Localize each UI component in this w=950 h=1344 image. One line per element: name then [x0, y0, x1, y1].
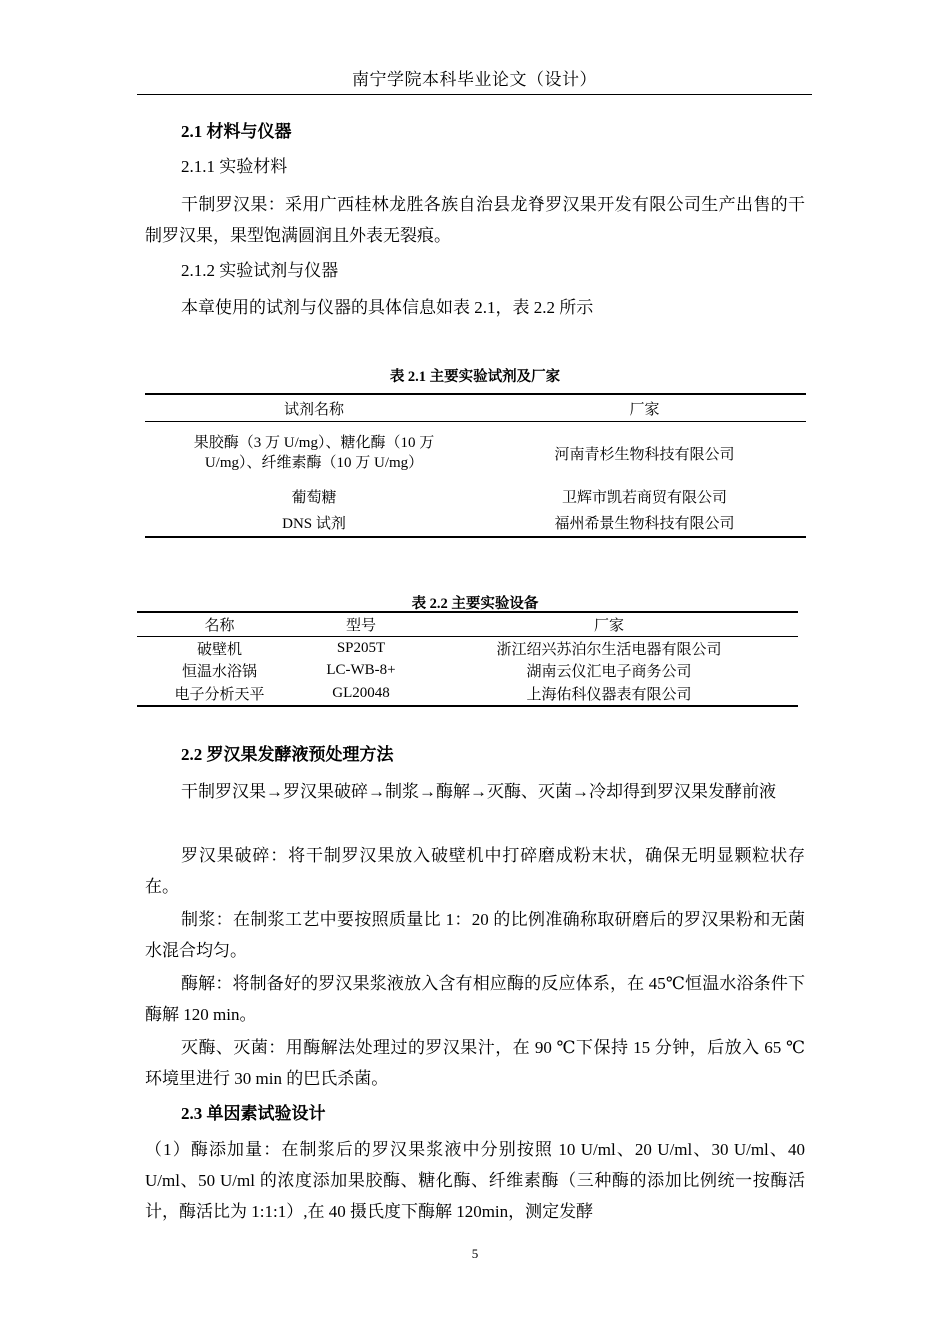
table-cell: LC-WB-8+	[326, 662, 396, 679]
section-2-2-heading: 2.2 罗汉果发酵液预处理方法	[181, 745, 394, 764]
section-2-1-1-heading: 2.1.1 实验材料	[181, 157, 288, 176]
table-2-header-name: 名称	[137, 612, 302, 637]
enzymolysis-paragraph: 酶解：将制备好的罗汉果浆液放入含有相应酶的反应体系，在 45℃恒温水浴条件下酶解 120 min。	[145, 974, 805, 1024]
section-2-1-2-heading: 2.1.2 实验试剂与仪器	[181, 261, 339, 280]
table-row	[137, 682, 798, 706]
table-cell: 果胶酶（3 万 U/mg）、糖化酶（10 万 U/mg）、纤维素酶（10 万 U/mg）	[193, 435, 435, 471]
table-1-header-name: 试剂名称	[145, 394, 483, 422]
pulping-paragraph: 制浆：在制浆工艺中要按照质量比 1：20 的比例准确称取研磨后的罗汉果粉和无菌水混合均匀。	[145, 910, 805, 960]
table-row	[137, 637, 798, 660]
material-paragraph: 干制罗汉果：采用广西桂林龙胜各族自治县龙脊罗汉果开发有限公司生产出售的干制罗汉果，果型饱满圆润且外表无裂痕。	[145, 195, 805, 245]
table-2-header-maker: 厂家	[420, 612, 798, 637]
table-cell: 破壁机	[196, 641, 242, 658]
table-cell: DNS 试剂	[282, 515, 346, 532]
table-cell: GL20048	[332, 684, 390, 701]
table-cell: 恒温水浴锅	[181, 664, 257, 681]
crushing-paragraph: 罗汉果破碎：将干制罗汉果放入破壁机中打碎磨成粉末状，确保无明显颗粒状存在。	[145, 846, 805, 896]
table-row	[145, 508, 806, 537]
table-cell: SP205T	[336, 639, 386, 656]
page-header: 南宁学院本科毕业论文（设计）	[137, 66, 812, 95]
table-cell: 上海佑科仪器表有限公司	[526, 686, 692, 703]
table-cell: 浙江绍兴苏泊尔生活电器有限公司	[496, 641, 722, 658]
table-row	[145, 422, 806, 485]
equipment-table	[137, 611, 798, 707]
table-cell: 湖南云仪汇电子商务公司	[526, 664, 692, 681]
process-flow-paragraph: 干制罗汉果→罗汉果破碎→制浆→酶解→灭酶、灭菌→冷却得到罗汉果发酵前液	[181, 782, 776, 801]
reagents-table	[145, 393, 806, 538]
tables-intro-paragraph: 本章使用的试剂与仪器的具体信息如表 2.1，表 2.2 所示	[181, 298, 594, 317]
enzyme-dosage-paragraph: （1）酶添加量：在制浆后的罗汉果浆液中分别按照 10 U/ml、20 U/ml、30 U/ml、40 U/ml、50 U/ml 的浓度添加果胶酶、糖化酶、纤维素酶（三种酶的添加比例统一按酶活计，酶活比为 1:1:1）,在 40 摄氏度下酶解 120min，测定发酵	[145, 1140, 805, 1221]
table-cell: 葡萄糖	[291, 489, 337, 506]
table-cell: 卫辉市凯若商贸有限公司	[561, 489, 727, 506]
table-cell: 电子分析天平	[174, 686, 265, 703]
section-2-1-heading: 2.1 材料与仪器	[181, 122, 292, 141]
table-cell: 福州希景生物科技有限公司	[554, 515, 735, 532]
sterilization-paragraph: 灭酶、灭菌：用酶解法处理过的罗汉果汁，在 90 ℃下保持 15 分钟，后放入 65 ℃环境里进行 30 min 的巴氏杀菌。	[145, 1038, 805, 1088]
table-2-header-model: 型号	[302, 612, 420, 637]
table-2-caption: 表 2.2 主要实验设备	[411, 596, 539, 612]
table-row	[145, 484, 806, 508]
table-row	[137, 660, 798, 683]
table-cell: 河南青杉生物科技有限公司	[554, 446, 735, 463]
section-2-3-heading: 2.3 单因素试验设计	[181, 1104, 326, 1123]
table-1-header-maker: 厂家	[483, 394, 806, 422]
table-1-caption: 表 2.1 主要实验试剂及厂家	[389, 369, 561, 385]
page-number: 5	[471, 1246, 479, 1261]
